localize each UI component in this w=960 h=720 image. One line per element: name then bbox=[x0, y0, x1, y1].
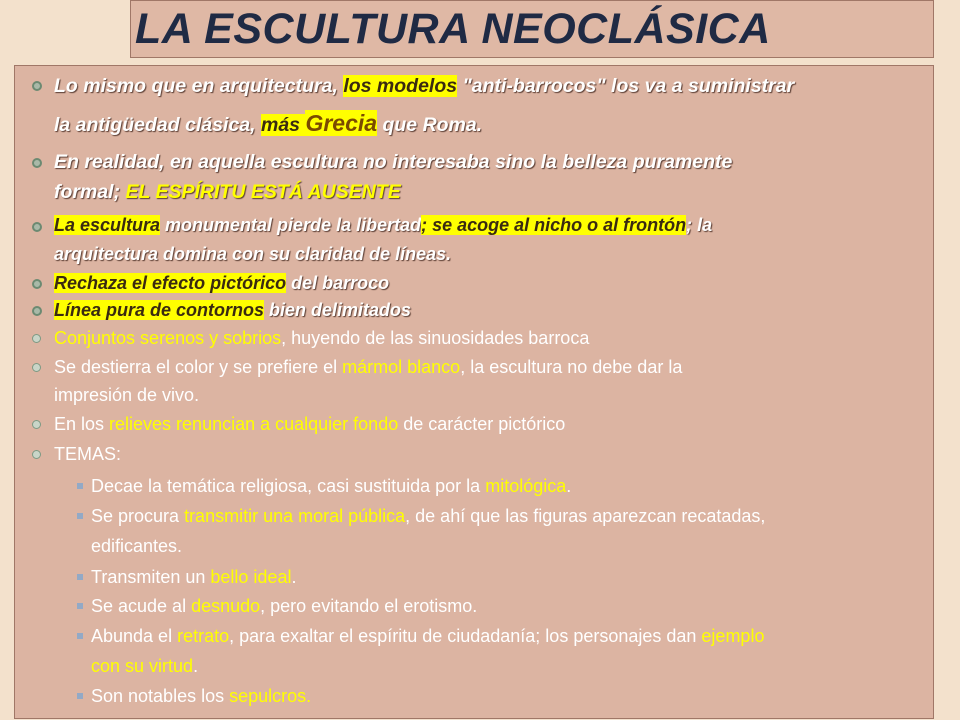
point-4 bbox=[54, 269, 929, 298]
text: . bbox=[566, 476, 572, 496]
text: Se procura bbox=[91, 506, 185, 526]
tema-5-line-2 bbox=[91, 652, 929, 681]
highlight-text: Conjuntos serenos y sobrios bbox=[54, 328, 282, 348]
text: que Roma. bbox=[377, 114, 483, 136]
text: Transmiten un bbox=[91, 567, 211, 587]
tema-4 bbox=[91, 592, 929, 621]
bullet-icon bbox=[32, 363, 41, 372]
text: edificantes. bbox=[91, 536, 183, 556]
highlight: ; se acoge al nicho o al frontón bbox=[421, 215, 687, 235]
highlight-grecia: Grecia bbox=[305, 110, 378, 136]
point-8 bbox=[54, 410, 929, 439]
text: arquitectura domina con su claridad de líneas. bbox=[54, 244, 452, 264]
point-6 bbox=[54, 324, 929, 353]
highlight-text: bello ideal bbox=[210, 567, 292, 587]
text: Se destierra el color y se prefiere el bbox=[54, 357, 343, 377]
text: Son notables los bbox=[91, 686, 230, 706]
tema-3 bbox=[91, 563, 929, 592]
highlight: Rechaza el efecto pictórico bbox=[54, 273, 287, 293]
text: , pero evitando el erotismo. bbox=[260, 596, 478, 616]
text: En los bbox=[54, 414, 110, 434]
highlight-text: con su virtud bbox=[91, 656, 194, 676]
highlight: EL ESPÍRITU ESTÁ AUSENTE bbox=[125, 181, 401, 203]
square-bullet-icon bbox=[77, 483, 83, 489]
point-9-temas bbox=[54, 440, 929, 469]
text: Abunda el bbox=[91, 626, 178, 646]
tema-2-line-1 bbox=[91, 502, 929, 531]
text: . bbox=[193, 656, 199, 676]
highlight: los modelos bbox=[343, 75, 458, 97]
square-bullet-icon bbox=[77, 603, 83, 609]
bullet-icon bbox=[32, 222, 42, 232]
text: impresión de vivo. bbox=[54, 385, 200, 405]
text: , huyendo de las sinuosidades barroca bbox=[281, 328, 590, 348]
bullet-icon bbox=[32, 81, 42, 91]
highlight-text: mitológica bbox=[485, 476, 567, 496]
highlight-text: retrato bbox=[177, 626, 230, 646]
point-2-line-2 bbox=[54, 177, 929, 207]
tema-1 bbox=[91, 472, 929, 501]
point-7-line-2 bbox=[54, 381, 929, 410]
highlight-text: mármol blanco bbox=[342, 357, 461, 377]
text: Decae la temática religiosa, casi sustituida por la bbox=[91, 476, 486, 496]
bullet-icon bbox=[32, 420, 41, 429]
point-5 bbox=[54, 296, 929, 325]
bullet-icon bbox=[32, 334, 41, 343]
text: bien delimitados bbox=[264, 300, 412, 320]
bullet-icon bbox=[32, 279, 42, 289]
square-bullet-icon bbox=[77, 693, 83, 699]
square-bullet-icon bbox=[77, 574, 83, 580]
text: la antigüedad clásica, bbox=[54, 114, 261, 136]
tema-5-line-1 bbox=[91, 622, 929, 651]
text: Se acude al bbox=[91, 596, 192, 616]
bullet-icon bbox=[32, 306, 42, 316]
text: , para exaltar el espíritu de ciudadanía; los personajes dan bbox=[229, 626, 702, 646]
text: TEMAS: bbox=[54, 444, 122, 464]
point-1-line-2 bbox=[54, 105, 929, 144]
text: En realidad, en aquella escultura no interesaba sino la belleza puramente bbox=[54, 151, 733, 173]
highlight-text: sepulcros. bbox=[229, 686, 312, 706]
text: . bbox=[291, 567, 297, 587]
tema-6 bbox=[91, 682, 929, 711]
point-1-line-1 bbox=[54, 68, 929, 105]
highlight-text: desnudo bbox=[191, 596, 261, 616]
text: del barroco bbox=[286, 273, 390, 293]
point-2-line-1 bbox=[54, 147, 929, 177]
tema-2-line-2 bbox=[91, 532, 929, 561]
highlight-text: transmitir una moral pública bbox=[184, 506, 406, 526]
highlight-text: relieves renuncian a cualquier fondo bbox=[109, 414, 399, 434]
text: , de ahí que las figuras aparezcan recatadas, bbox=[405, 506, 766, 526]
highlight-text: ejemplo bbox=[701, 626, 765, 646]
text: monumental pierde la libertad bbox=[160, 215, 422, 235]
text: ; la bbox=[686, 215, 713, 235]
square-bullet-icon bbox=[77, 633, 83, 639]
bullet-icon bbox=[32, 158, 42, 168]
point-3-line-1 bbox=[54, 211, 929, 240]
point-7-line-1 bbox=[54, 353, 929, 382]
text: formal; bbox=[54, 181, 126, 203]
highlight: más bbox=[261, 114, 306, 136]
highlight: Línea pura de contornos bbox=[54, 300, 265, 320]
title-bar bbox=[130, 0, 934, 58]
text: , la escultura no debe dar la bbox=[460, 357, 683, 377]
square-bullet-icon bbox=[77, 513, 83, 519]
slide-title: LA ESCULTURA NEOCLÁSICA bbox=[135, 5, 771, 53]
content-panel bbox=[14, 65, 934, 719]
text: Lo mismo que en arquitectura, bbox=[54, 75, 344, 97]
bullet-icon bbox=[32, 450, 41, 459]
highlight: La escultura bbox=[54, 215, 161, 235]
text: de carácter pictórico bbox=[398, 414, 566, 434]
text: "anti-barrocos" los va a suministrar bbox=[457, 75, 795, 97]
point-3-line-2 bbox=[54, 240, 929, 269]
